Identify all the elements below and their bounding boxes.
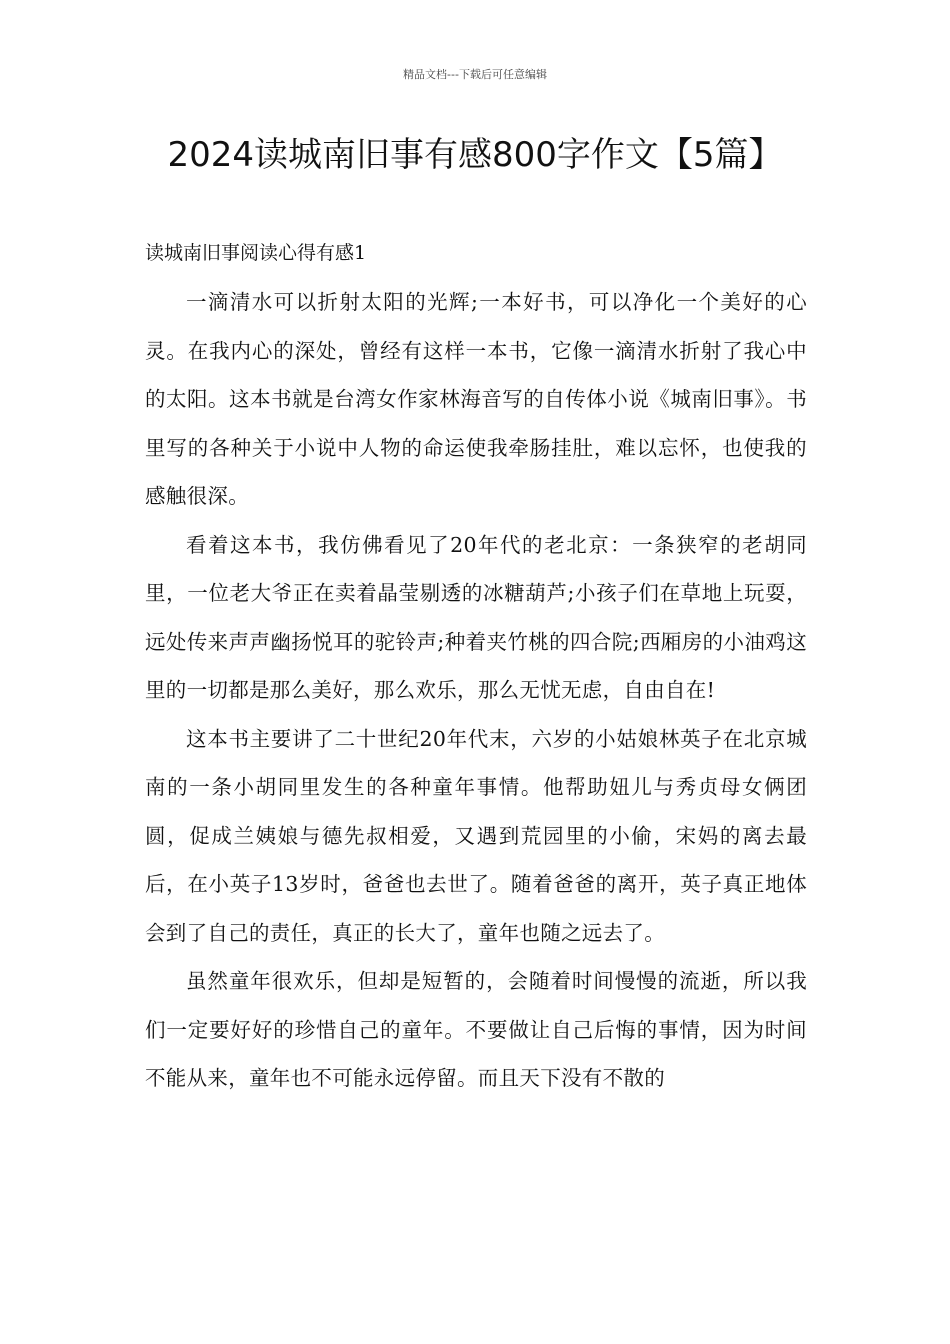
section-heading: 读城南旧事阅读心得有感1 [145,242,367,264]
document-body [145,278,807,1103]
paragraph: 看着这本书，我仿佛看见了20年代的老北京：一条狭窄的老胡同里，一位老大爷正在卖着晶莹剔透的冰糖葫芦;小孩子们在草地上玩耍，远处传来声声幽扬悦耳的驼铃声;种着夹竹桃的四合院;西厢房的小油鸡这里的一切都是那么美好，那么欢乐，那么无忧无虑，自由自在! [145,532,807,702]
document-title: 2024读城南旧事有感800字作文【5篇】 [167,135,783,175]
header-note: 精品文档---下载后可任意编辑 [403,68,547,81]
paragraph: 虽然童年很欢乐，但却是短暂的，会随着时间慢慢的流逝，所以我们一定要好好的珍惜自己的童年。不要做让自己后悔的事情，因为时间不能从来，童年也不可能永远停留。而且天下没有不散的 [145,969,807,1090]
paragraph: 一滴清水可以折射太阳的光辉;一本好书，可以净化一个美好的心灵。在我内心的深处，曾经有这样一本书，它像一滴清水折射了我心中的太阳。这本书就是台湾女作家林海音写的自传体小说《城南旧事》。书里写的各种关于小说中人物的命运使我牵肠挂肚，难以忘怀，也使我的感触很深。 [145,290,807,508]
paragraph: 这本书主要讲了二十世纪20年代末，六岁的小姑娘林英子在北京城南的一条小胡同里发生的各种童年事情。他帮助妞儿与秀贞母女俩团圆，促成兰姨娘与德先叔相爱，又遇到荒园里的小偷，宋妈的离去最后，在小英子13岁时，爸爸也去世了。随着爸爸的离开，英子真正地体会到了自己的责任，真正的长大了，童年也随之远去了。 [145,726,807,945]
